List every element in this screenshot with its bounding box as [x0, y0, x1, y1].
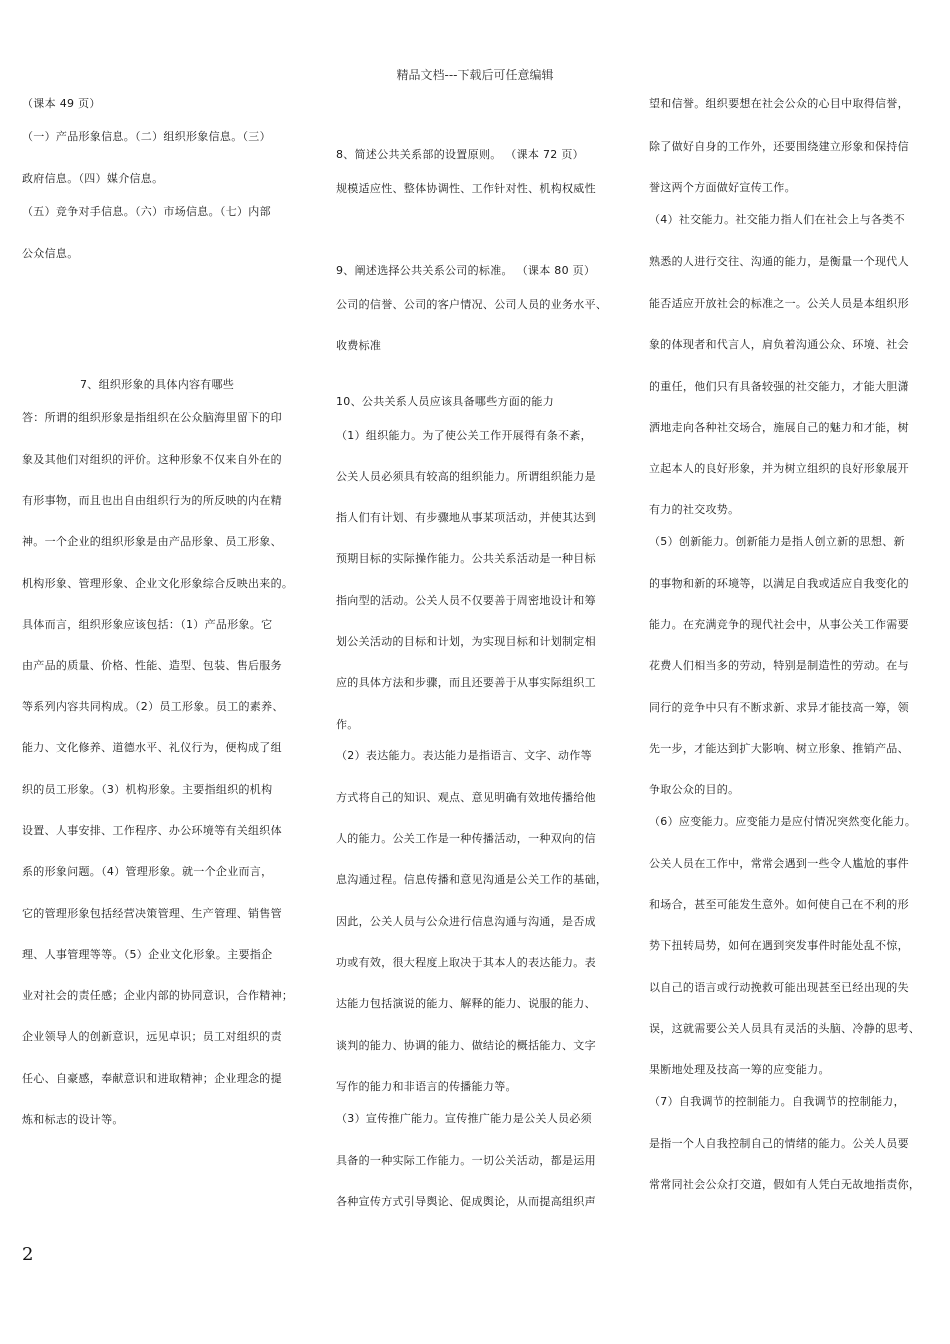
col3-line: （6）应变能力。应变能力是应付情况突然变化能力。 — [649, 815, 917, 828]
col3-line: 望和信誉。组织要想在社会公众的心目中取得信誉， — [649, 97, 909, 110]
col3-line: 能力。在充满竞争的现代社会中，从事公关工作需要 — [649, 618, 909, 631]
col3-line: 和场合，甚至可能发生意外。如何使自己在不利的形 — [649, 898, 909, 911]
col1-line: 机构形象、管理形象、企业文化形象综合反映出来的。 — [22, 577, 294, 590]
col3-line: 常常同社会公众打交道，假如有人凭白无故地指责你， — [649, 1178, 921, 1191]
col3-line: 的事物和新的环境等，以满足自我或适应自我变化的 — [649, 577, 909, 590]
col2-line: 划公关活动的目标和计划，为实现目标和计划制定相 — [336, 635, 596, 648]
col1-line: 业对社会的责任感；企业内部的协同意识，合作精神； — [22, 989, 294, 1002]
col3-line: 先一步，才能达到扩大影响、树立形象、推销产品、 — [649, 742, 909, 755]
col1-line: 系的形象问题。（4）管理形象。就一个企业而言， — [22, 865, 273, 878]
col3-line: 花费人们相当多的劳动，特别是制造性的劳动。在与 — [649, 659, 909, 672]
col2-line: 公司的信誉、公司的客户情况、公司人员的业务水平、 — [336, 298, 608, 311]
col1-line: 织的员工形象。（3）机构形象。主要指组织的机构 — [22, 783, 273, 796]
col1-line: （课本 49 页） — [22, 97, 101, 110]
col1-line: 能力、文化修养、道德水平、礼仪行为，便构成了组 — [22, 741, 282, 754]
col3-line: 能否适应开放社会的标准之一。公关人员是本组织形 — [649, 297, 909, 310]
col3-line: 除了做好自身的工作外，还要围绕建立形象和保持信 — [649, 140, 909, 153]
col3-line: 势下扭转局势，如何在遇到突发事件时能处乱不惊， — [649, 939, 909, 952]
col3-line: 以自己的语言或行动挽救可能出现甚至已经出现的失 — [649, 981, 909, 994]
col3-line: 有力的社交攻势。 — [649, 503, 740, 516]
col2-line: 各种宣传方式引导舆论、促成舆论，从而提高组织声 — [336, 1195, 596, 1208]
page-header: 精品文档---下载后可任意编辑 — [396, 68, 554, 82]
col1-line: 有形事物，而且也出自由组织行为的所反映的内在精 — [22, 494, 282, 507]
col2-line: 因此，公关人员与公众进行信息沟通与沟通，是否成 — [336, 915, 596, 928]
col1-line: 公众信息。 — [22, 247, 79, 260]
col2-line: 功或有效，很大程度上取决于其本人的表达能力。表 — [336, 956, 596, 969]
col3-line: 果断地处理及技高一筹的应变能力。 — [649, 1063, 830, 1076]
col2-line: 预期目标的实际操作能力。公共关系活动是一种目标 — [336, 552, 596, 565]
col3-line: 誉这两个方面做好宣传工作。 — [649, 181, 796, 194]
col2-line: 达能力包括演说的能力、解释的能力、说服的能力、 — [336, 997, 596, 1010]
col1-line: 由产品的质量、价格、性能、造型、包装、售后服务 — [22, 659, 282, 672]
page-number: 2 — [22, 1244, 34, 1265]
col3-line: （4）社交能力。社交能力指人们在社会上与各类不 — [649, 213, 905, 226]
col1-line: 任心、自豪感，奉献意识和进取精神；企业理念的提 — [22, 1072, 282, 1085]
col2-line: （1）组织能力。为了使公关工作开展得有条不紊， — [336, 429, 592, 442]
col1-line: 神。一个企业的组织形象是由产品形象、员工形象、 — [22, 535, 282, 548]
col2-line: 规模适应性、整体协调性、工作针对性、机构权威性 — [336, 182, 596, 195]
col1-line: 设置、人事安排、工作程序、办公环境等有关组织体 — [22, 824, 282, 837]
col3-line: 的重任，他们只有具备较强的社交能力，才能大胆潇 — [649, 380, 909, 393]
col3-line: 是指一个人自我控制自己的情绪的能力。公关人员要 — [649, 1137, 909, 1150]
col3-line: （7）自我调节的控制能力。自我调节的控制能力， — [649, 1095, 905, 1108]
col2-line: 公关人员必须具有较高的组织能力。所谓组织能力是 — [336, 470, 596, 483]
col2-line: 应的具体方法和步骤，而且还要善于从事实际组织工 — [336, 676, 596, 689]
col2-line: 收费标准 — [336, 339, 382, 352]
col2-line: （2）表达能力。表达能力是指语言、文字、动作等 — [336, 749, 592, 762]
col2-line: 指人们有计划、有步骤地从事某项活动，并使其达到 — [336, 511, 596, 524]
col1-line: 答：所谓的组织形象是指组织在公众脑海里留下的印 — [22, 411, 282, 424]
col1-line: 象及其他们对组织的评价。这种形象不仅来自外在的 — [22, 453, 282, 466]
col1-line: 等系列内容共同构成。（2）员工形象。员工的素养、 — [22, 700, 284, 713]
col2-line: 9、阐述选择公共关系公司的标准。 （课本 80 页） — [336, 264, 596, 277]
col3-line: 误，这就需要公关人员具有灵活的头脑、冷静的思考、 — [649, 1022, 921, 1035]
col3-line: 洒地走向各种社交场合，施展自己的魅力和才能，树 — [649, 421, 909, 434]
col3-line: 熟悉的人进行交往、沟通的能力，是衡量一个现代人 — [649, 255, 909, 268]
col1-line: 企业领导人的创新意识，远见卓识；员工对组织的责 — [22, 1030, 282, 1043]
col1-line: 7、组织形象的具体内容有哪些 — [80, 378, 235, 391]
col2-line: 具备的一种实际工作能力。一切公关活动，都是运用 — [336, 1154, 596, 1167]
col2-line: 息沟通过程。信息传播和意见沟通是公关工作的基础， — [336, 873, 608, 886]
col1-line: 政府信息。（四）媒介信息。 — [22, 172, 164, 185]
col2-line: 写作的能力和非语言的传播能力等。 — [336, 1080, 517, 1093]
col3-line: 象的体现者和代言人，肩负着沟通公众、环境、社会 — [649, 338, 909, 351]
col2-line: （3）宣传推广能力。宣传推广能力是公关人员必须 — [336, 1112, 592, 1125]
col3-line: （5）创新能力。创新能力是指人创立新的思想、新 — [649, 535, 905, 548]
col2-line: 方式将自己的知识、观点、意见明确有效地传播给他 — [336, 791, 596, 804]
col3-line: 同行的竞争中只有不断求新、求异才能技高一筹，领 — [649, 701, 909, 714]
col2-line: 8、简述公共关系部的设置原则。 （课本 72 页） — [336, 148, 584, 161]
col1-line: 具体而言，组织形象应该包括：（1）产品形象。它 — [22, 618, 273, 631]
col2-line: 作。 — [336, 718, 359, 731]
col2-line: 谈判的能力、协调的能力、做结论的概括能力、文字 — [336, 1039, 596, 1052]
col3-line: 公关人员在工作中，常常会遇到一些令人尴尬的事件 — [649, 857, 909, 870]
col2-line: 指向型的活动。公关人员不仅要善于周密地设计和筹 — [336, 594, 596, 607]
col2-line: 10、公共关系人员应该具备哪些方面的能力 — [336, 395, 554, 408]
col1-line: 炼和标志的设计等。 — [22, 1113, 124, 1126]
col1-line: 理、人事管理等等。（5）企业文化形象。主要指企 — [22, 948, 273, 961]
col3-line: 立起本人的良好形象，并为树立组织的良好形象展开 — [649, 462, 909, 475]
col1-line: 它的管理形象包括经营决策管理、生产管理、销售管 — [22, 907, 282, 920]
col1-line: （一）产品形象信息。（二）组织形象信息。（三） — [22, 130, 271, 143]
col2-line: 人的能力。公关工作是一种传播活动，一种双向的信 — [336, 832, 596, 845]
col1-line: （五）竞争对手信息。（六）市场信息。（七）内部 — [22, 205, 271, 218]
col3-line: 争取公众的目的。 — [649, 783, 740, 796]
